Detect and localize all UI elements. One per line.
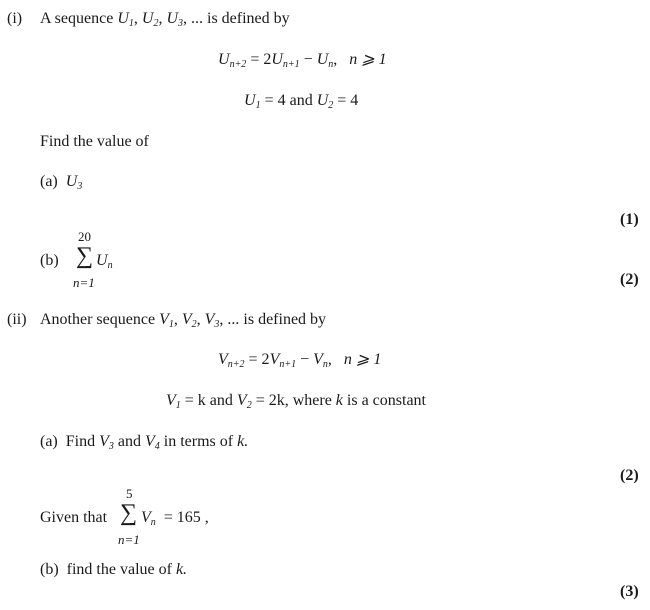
part-ii-a-label: (a) bbox=[40, 433, 58, 450]
v-sub-lhs: n+2 bbox=[227, 359, 245, 370]
condition-text: n ⩾ 1 bbox=[349, 51, 387, 68]
u-sub-lhs: n+2 bbox=[229, 59, 247, 70]
v-letter: V bbox=[145, 433, 155, 450]
u-letter: U bbox=[218, 51, 230, 68]
u-letter: U bbox=[316, 92, 329, 109]
initial-v bbox=[166, 393, 426, 411]
v-sub-rhs: n bbox=[322, 359, 328, 370]
defined-by-text: is defined by bbox=[243, 311, 327, 328]
sum-lower-n1: n=1 bbox=[73, 275, 95, 290]
v-sub-2: 2 bbox=[246, 400, 252, 411]
u-sub-rhs: n bbox=[328, 59, 334, 70]
part-i-label: (i) bbox=[7, 10, 23, 27]
marks-ii-b: (3) bbox=[620, 583, 639, 600]
find-text: Find bbox=[65, 433, 96, 450]
v-sub-1: 1 bbox=[175, 400, 181, 411]
u-letter: U bbox=[96, 252, 108, 269]
u-sub-2: 2 bbox=[328, 100, 334, 111]
v-letter: V bbox=[181, 311, 192, 328]
sigma-symbol: ∑ bbox=[120, 500, 138, 526]
v-letter: V bbox=[204, 311, 215, 328]
ellipsis: ... bbox=[191, 10, 203, 27]
k-var: k. bbox=[175, 561, 188, 578]
part-i-a bbox=[40, 174, 82, 192]
part-ii-intro-text: Another sequence bbox=[40, 311, 156, 328]
u-letter: U bbox=[117, 10, 129, 27]
part-ii-intro: Another sequence $V_1$, $V_2$, $V_3$, ... is defined by bbox=[40, 311, 327, 330]
marks-i-a: (1) bbox=[620, 211, 639, 228]
sum-value: = 165 , bbox=[163, 509, 209, 526]
marks-i-b: (2) bbox=[620, 271, 639, 288]
u-letter: U bbox=[166, 10, 178, 27]
part-ii-b bbox=[40, 562, 187, 578]
u-sub-n: n bbox=[107, 260, 113, 271]
u2-value: = 4 bbox=[337, 92, 359, 109]
constant-text: is a constant bbox=[346, 392, 426, 409]
and-text: and bbox=[117, 433, 141, 450]
sum-upper-20: 20 bbox=[78, 229, 91, 244]
u-letter: U bbox=[244, 92, 256, 109]
v-sub-2: 2 bbox=[191, 319, 197, 330]
v-sub-3: 3 bbox=[108, 441, 114, 452]
v1-value: = k and bbox=[184, 392, 233, 409]
sum-term-u bbox=[96, 253, 113, 271]
v-sub-1: 1 bbox=[168, 319, 174, 330]
u-letter: U bbox=[271, 51, 283, 68]
given-that-text: Given that bbox=[40, 509, 108, 526]
v-sub-4: 4 bbox=[154, 441, 160, 452]
sum-lower-n1: n=1 bbox=[118, 532, 140, 547]
v-sub-mid: n+1 bbox=[279, 359, 297, 370]
v-letter: V bbox=[218, 351, 228, 368]
recurrence-u: $U_{n+2} = 2U_{n+1} - U_n$, n ⩾ 1 bbox=[218, 51, 387, 70]
u-sub-3: 3 bbox=[178, 18, 183, 29]
terms-of-text: in terms of bbox=[163, 433, 234, 450]
minus-sign: − bbox=[303, 51, 313, 68]
part-i-a-label: (a) bbox=[40, 173, 58, 190]
u1-value: = 4 and bbox=[264, 92, 313, 109]
k-var: k. bbox=[237, 433, 249, 450]
find-value-text: find the value of bbox=[66, 561, 172, 578]
u-letter: U bbox=[141, 10, 154, 27]
v-letter: V bbox=[141, 509, 151, 526]
initial-u bbox=[244, 93, 358, 111]
part-i-intro-text: A sequence bbox=[40, 10, 114, 27]
k-var: k bbox=[335, 392, 343, 409]
recurrence-v: $V_{n+2} = 2V_{n+1} - V_n$, n ⩾ 1 bbox=[218, 351, 382, 370]
minus-sign: − bbox=[300, 351, 310, 368]
marks-ii-a: (2) bbox=[620, 467, 639, 484]
sigma-symbol: ∑ bbox=[76, 243, 94, 269]
v-letter: V bbox=[269, 351, 280, 368]
v-letter: V bbox=[166, 392, 176, 409]
u-sub-3: 3 bbox=[77, 181, 83, 192]
equals-two: = 2 bbox=[248, 351, 270, 368]
defined-by-text: is defined by bbox=[207, 10, 290, 27]
part-ii-a bbox=[40, 434, 248, 452]
u-sub-2: 2 bbox=[153, 18, 159, 29]
part-i-intro: A sequence $U_1$, $U_2$, $U_3$, ... is defined by bbox=[40, 10, 290, 29]
part-ii-label: (ii) bbox=[7, 311, 27, 328]
u-sub-1: 1 bbox=[128, 18, 134, 29]
v-letter: V bbox=[99, 433, 109, 450]
v-letter: V bbox=[236, 392, 247, 409]
sum-upper-5: 5 bbox=[126, 486, 133, 501]
u-letter: U bbox=[65, 173, 78, 190]
u-letter: U bbox=[316, 51, 329, 68]
u-sub-1: 1 bbox=[255, 100, 261, 111]
part-i-b-label: (b) bbox=[40, 252, 59, 269]
find-value-text: Find the value of bbox=[40, 133, 149, 150]
condition-text: n ⩾ 1 bbox=[343, 351, 382, 368]
part-ii-b-label: (b) bbox=[40, 561, 59, 578]
v-letter: V bbox=[159, 311, 169, 328]
v2-value: = 2k, where bbox=[255, 392, 332, 409]
sum-term-v bbox=[141, 510, 209, 528]
v-sub-n: n bbox=[150, 517, 156, 528]
equals-two: = 2 bbox=[250, 51, 272, 68]
v-sub-3: 3 bbox=[214, 319, 220, 330]
u-sub-mid: n+1 bbox=[282, 59, 300, 70]
ellipsis: ... bbox=[227, 311, 240, 328]
v-letter: V bbox=[313, 351, 323, 368]
